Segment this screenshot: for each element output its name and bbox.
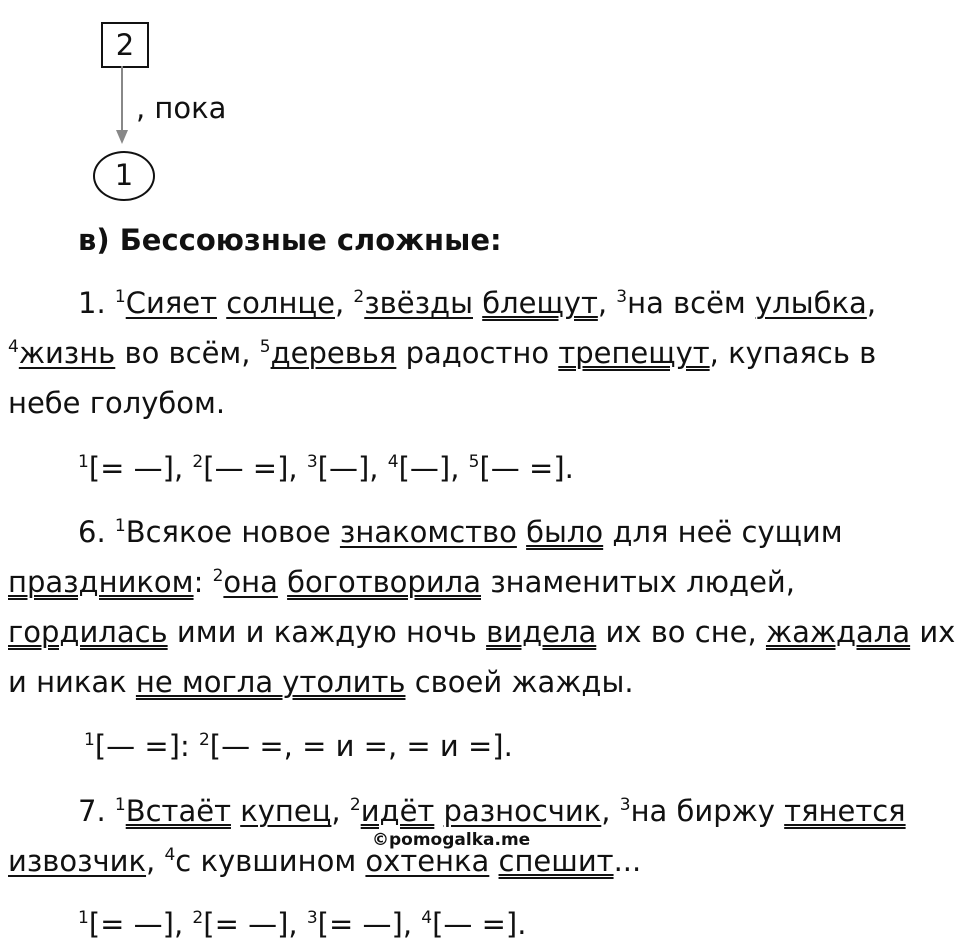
text: , — [866, 286, 877, 320]
sup: 4 — [421, 908, 433, 928]
clause-box-2 — [101, 22, 149, 68]
predicate: праздником — [8, 565, 194, 599]
sup: 1 — [78, 452, 89, 472]
sup: 4 — [387, 452, 399, 472]
text: [— =]. — [432, 907, 527, 941]
text: их — [910, 615, 956, 649]
sup: 4 — [164, 845, 176, 865]
circle-label: 1 — [114, 158, 134, 192]
subject: Сияет — [125, 286, 217, 320]
text: : — [193, 565, 213, 599]
text: , — [146, 844, 165, 878]
text — [489, 844, 498, 878]
sup: 3 — [306, 452, 318, 472]
predicate: трепещут — [558, 336, 710, 370]
sup: 2 — [192, 908, 204, 928]
predicate: идёт — [360, 794, 435, 828]
text: [— =, = и =, = и =]. — [209, 729, 513, 763]
predicate: тянется — [784, 794, 906, 828]
ex6-line4 — [8, 662, 634, 702]
text — [517, 515, 526, 549]
ex7-number: 7. — [78, 794, 115, 828]
subject: купец — [240, 794, 332, 828]
text: [— =]. — [479, 451, 574, 485]
subject: извозчик — [8, 844, 147, 878]
text: на биржу — [630, 794, 785, 828]
ex1-line1 — [78, 283, 876, 323]
text: , — [601, 794, 620, 828]
text: , — [597, 286, 617, 320]
subject: звёзды — [364, 286, 473, 320]
text: радостно — [396, 336, 559, 370]
sup: 1 — [114, 795, 126, 815]
sup: 3 — [619, 795, 631, 815]
text: Всякое новое — [125, 515, 340, 549]
sup: 2 — [198, 730, 210, 750]
clause-circle-1 — [93, 151, 155, 201]
text: , купаясь в — [709, 336, 877, 370]
text: их во сне, — [596, 615, 766, 649]
subject: жизнь — [18, 336, 116, 370]
ex1-line2 — [8, 333, 876, 373]
predicate: было — [526, 515, 604, 549]
text: с кувшином — [175, 844, 366, 878]
sup: 1 — [114, 516, 126, 536]
text — [473, 286, 482, 320]
subject: разносчик — [443, 794, 602, 828]
text: знаменитых людей, — [481, 565, 795, 599]
text: на всём — [627, 286, 756, 320]
predicate: видела — [486, 615, 597, 649]
text: [= —], — [203, 907, 307, 941]
ex7-line2 — [8, 841, 641, 881]
sup: 1 — [78, 908, 89, 928]
sup: 1 — [114, 287, 126, 307]
ex6-line3 — [8, 612, 955, 652]
text: ими и каждую ночь — [167, 615, 487, 649]
watermark: ©pomogalka.me — [372, 830, 531, 850]
text: ... — [613, 844, 642, 878]
predicate: не могла утолить — [135, 665, 406, 699]
text — [434, 794, 443, 828]
text — [217, 286, 226, 320]
sup: 3 — [616, 287, 628, 307]
subject: деревья — [270, 336, 397, 370]
text: [—], — [398, 451, 469, 485]
ex1-scheme — [78, 448, 574, 488]
subject: солнце — [226, 286, 335, 320]
connector-label: , пока — [136, 91, 227, 125]
subject: знакомство — [339, 515, 517, 549]
sup: 2 — [212, 566, 224, 586]
text: [— =], — [203, 451, 307, 485]
ex7-line1 — [78, 791, 906, 831]
ex6-line2 — [8, 562, 795, 602]
text: своей жажды. — [405, 665, 634, 699]
ex7-scheme — [78, 904, 526, 944]
text: [= —], — [88, 907, 193, 941]
text: и никак — [8, 665, 136, 699]
predicate: блещут — [482, 286, 598, 320]
predicate: спешит — [498, 844, 614, 878]
sup: 3 — [306, 908, 318, 928]
ex1-number: 1. — [78, 286, 115, 320]
text — [231, 794, 240, 828]
text: для неё сущим — [603, 515, 843, 549]
sup: 5 — [259, 337, 271, 357]
text: , — [334, 286, 354, 320]
ex6-scheme — [84, 726, 513, 766]
section-heading: в) Бессоюзные сложные: — [78, 223, 502, 257]
sup: 2 — [353, 287, 365, 307]
ex1-line3: небе голубом. — [8, 386, 226, 420]
subject: она — [223, 565, 278, 599]
text: , — [331, 794, 350, 828]
predicate: жаждала — [765, 615, 911, 649]
ex6-number: 6. — [78, 515, 115, 549]
sup: 1 — [84, 730, 95, 750]
down-arrow-icon — [110, 66, 134, 146]
sup: 5 — [468, 452, 480, 472]
text — [278, 565, 287, 599]
sup: 2 — [192, 452, 204, 472]
ex6-line1 — [78, 512, 843, 552]
text: [— =]: — [94, 729, 199, 763]
text: [= —], — [88, 451, 193, 485]
text: во всём, — [115, 336, 260, 370]
subject: охтенка — [365, 844, 490, 878]
box-label: 2 — [115, 28, 135, 62]
sup: 4 — [8, 337, 19, 357]
subject: улыбка — [755, 286, 867, 320]
text: [= —], — [317, 907, 422, 941]
text: [—], — [317, 451, 388, 485]
predicate: Встаёт — [125, 794, 231, 828]
predicate: гордилась — [8, 615, 168, 649]
predicate: боготворила — [287, 565, 481, 599]
sup: 2 — [349, 795, 361, 815]
